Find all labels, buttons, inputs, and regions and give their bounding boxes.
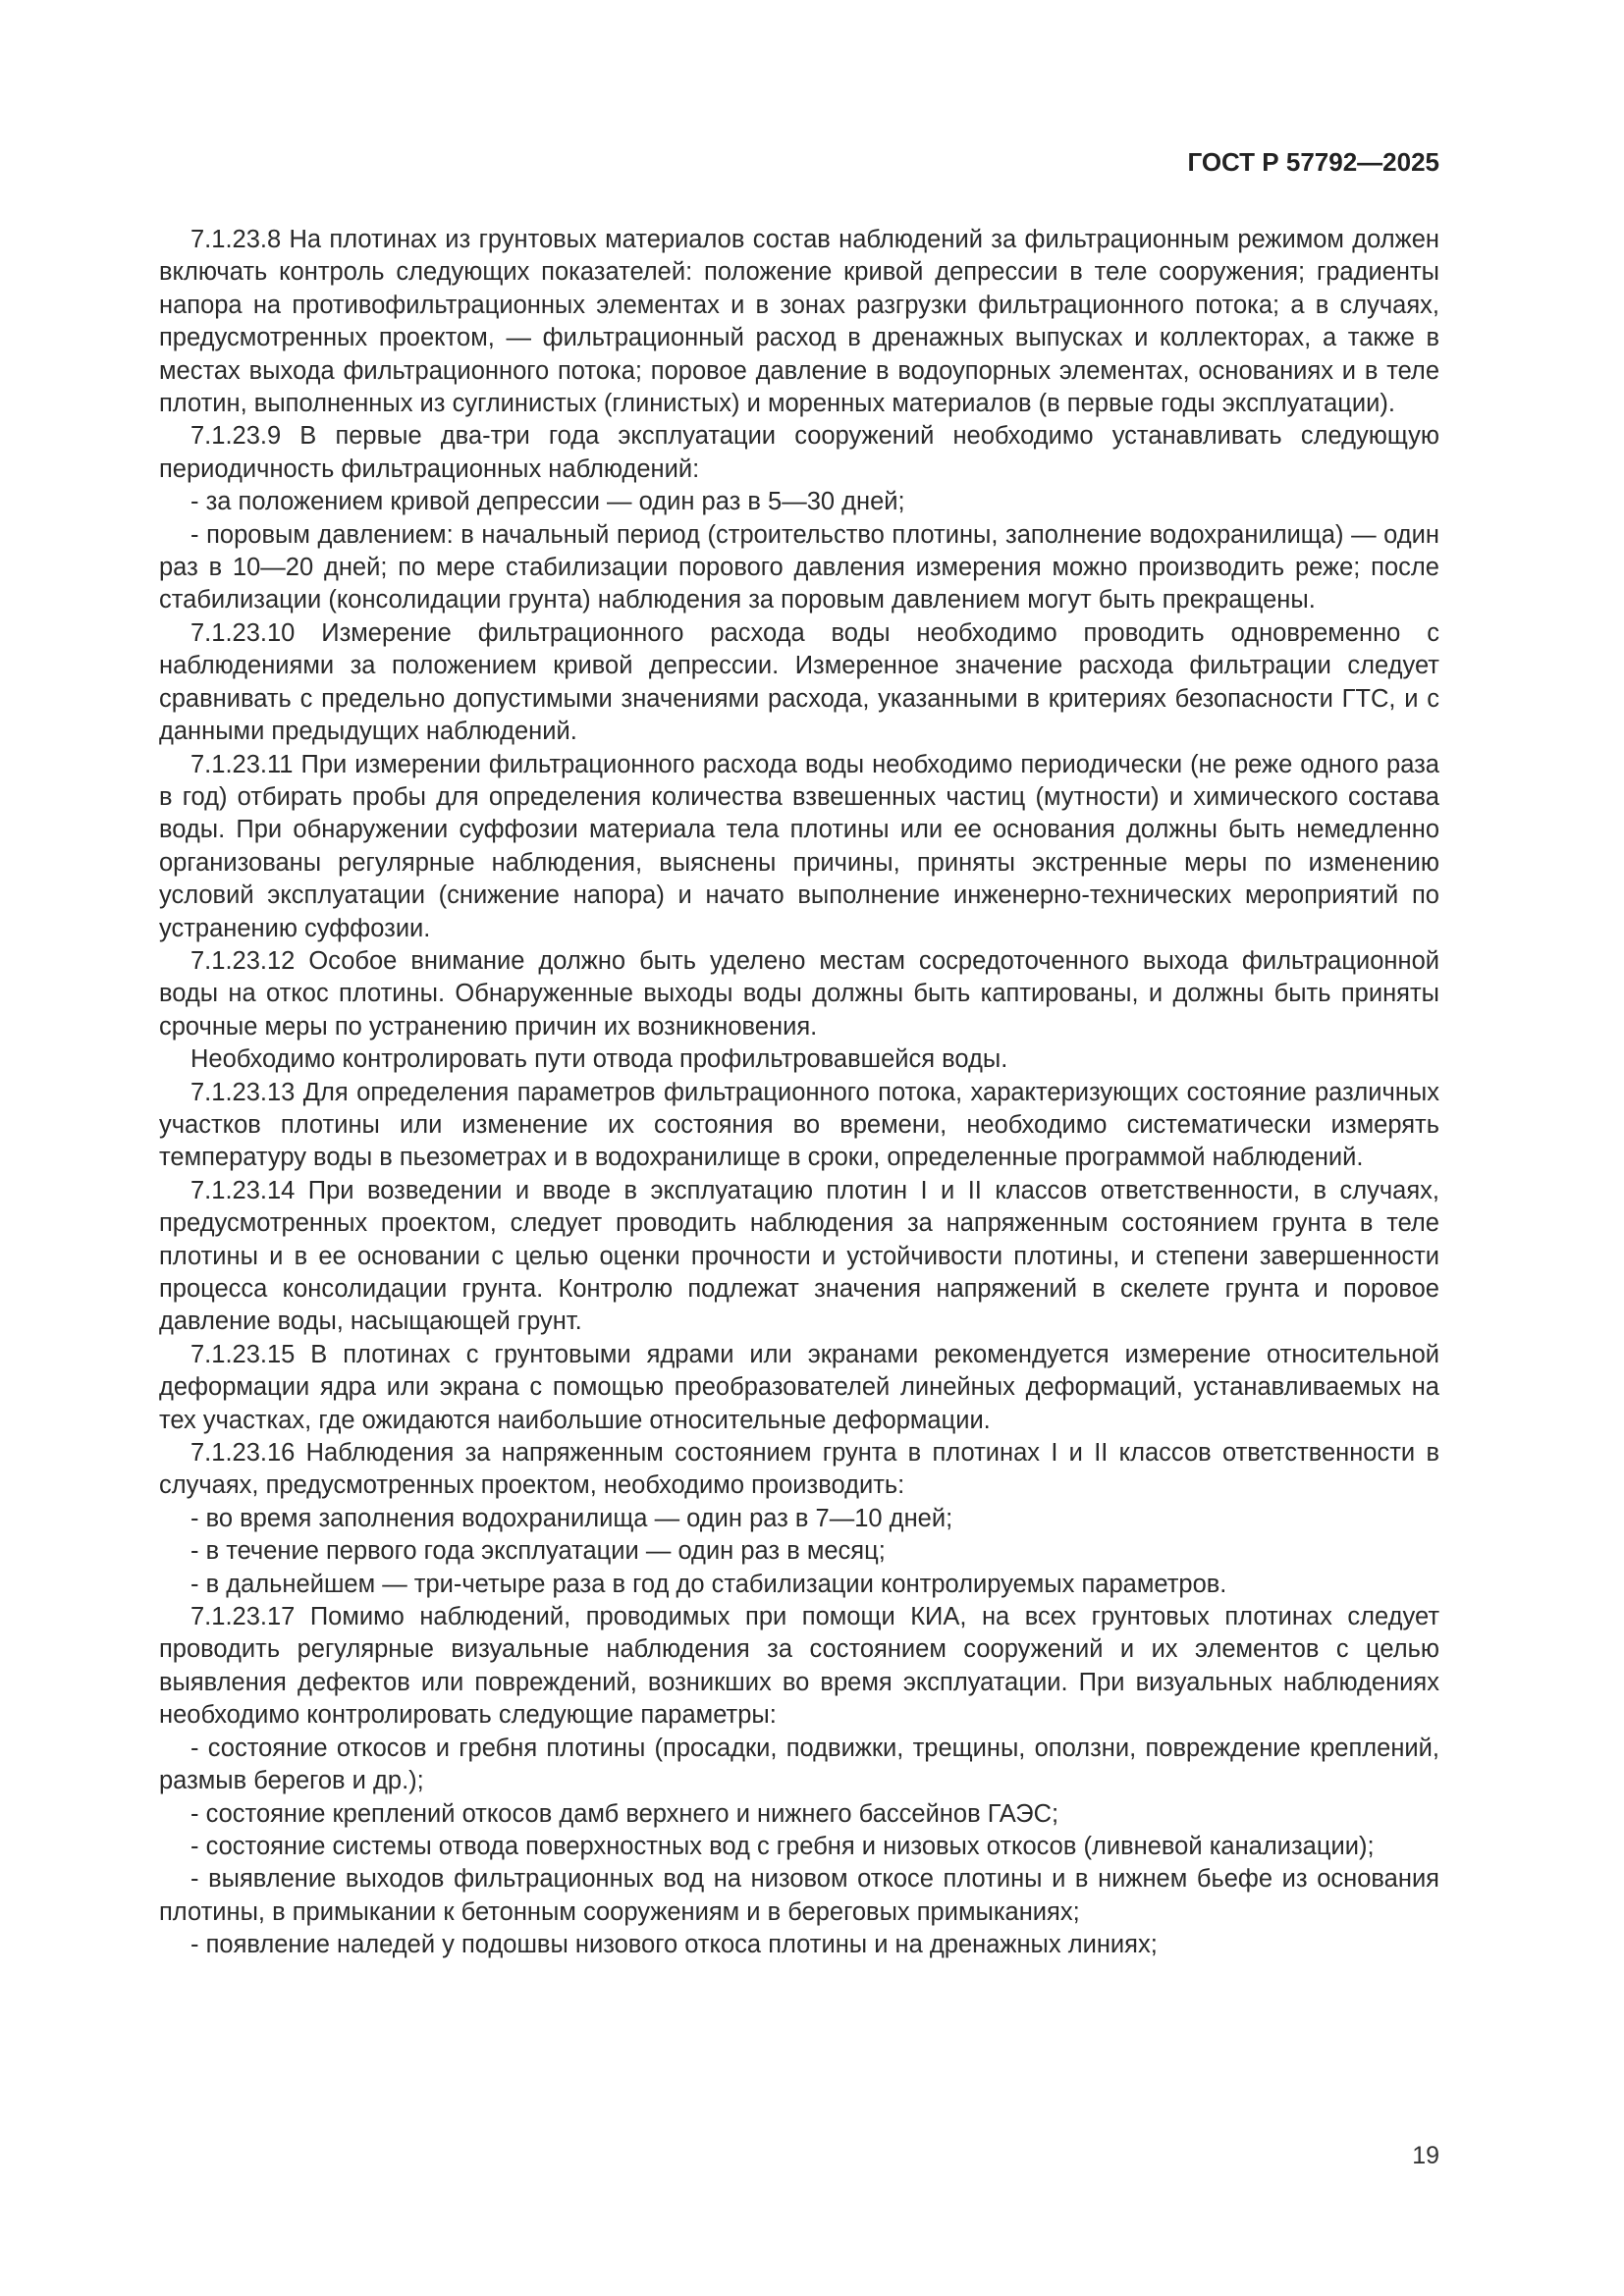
list-item: - поровым давлением: в начальный период (строительство плотины, заполнение водохранилища) — один раз в 10—20 дней; по мере стабилизации порового давления измерения можно производить реже; после стабилизации (консолидации грунта) наблюдения за поровым давлением могут быть прекращены. [159,520,1439,614]
paragraph: 7.1.23.11 При измерении фильтрационного расхода воды необходимо периодически (не реже одного раза в год) отбирать пробы для определения количества взвешенных частиц (мутности) и химического состава воды. При обнаружении суффозии материала тела плотины или ее основания должны быть немедленно организованы регулярные наблюдения, выяснены причины, приняты экстренные меры по изменению условий эксплуатации (снижение напора) и начато выполнение инженерно-технических мероприятий по устранению суффозии. [159,750,1439,942]
list-item: - появление наледей у подошвы низового откоса плотины и на дренажных линиях; [190,1931,1158,1959]
paragraph: 7.1.23.13 Для определения параметров фильтрационного потока, характеризующих состояние различных участков плотины или изменение их состояния во времени, необходимо систематически измерять температуру воды в пьезометрах и в водохранилище в сроки, определенные программой наблюдений. [159,1078,1439,1172]
list-item: - во время заполнения водохранилища — один раз в 7—10 дней; [190,1504,953,1532]
list-item: - выявление выходов фильтрационных вод на низовом откосе плотины и в нижнем бьефе из основания плотины, в примыкании к бетонным сооружениям и в береговых примыканиях; [159,1865,1439,1926]
list-item: - в течение первого года эксплуатации — один раз в месяц; [190,1537,886,1566]
paragraph: 7.1.23.17 Помимо наблюдений, проводимых при помощи КИА, на всех грунтовых плотинах следует проводить регулярные визуальные наблюдения за состоянием сооружений и их элементов с целью выявления дефектов или повреждений, возникших во время эксплуатации. При визуальных наблюдениях необходимо контролировать следующие параметры: [159,1603,1439,1730]
paragraph: 7.1.23.9 В первые два-три года эксплуатации сооружений необходимо устанавливать следующую периодичность фильтрационных наблюдений: [159,422,1439,483]
document-code-header: ГОСТ Р 57792—2025 [1187,147,1439,177]
list-item: - состояние системы отвода поверхностных вод с гребня и низовых откосов (ливневой канализации); [190,1832,1375,1860]
paragraph: 7.1.23.12 Особое внимание должно быть уделено местам сосредоточенного выхода фильтрационной воды на откос плотины. Обнаруженные выходы воды должны быть каптированы, и должны быть приняты срочные меры по устранению причин их возникновения. [159,946,1439,1041]
paragraph: Необходимо контролировать пути отвода профильтровавшейся воды. [190,1045,1008,1074]
list-item: - состояние откосов и гребня плотины (просадки, подвижки, трещины, оползни, повреждение креплений, размыв берегов и др.); [159,1734,1439,1795]
page-number: 19 [1412,2142,1439,2169]
paragraph: 7.1.23.10 Измерение фильтрационного расхода воды необходимо проводить одновременно с наблюдениями за положением кривой депрессии. Измеренное значение расхода фильтрации следует сравнивать с предельно допустимыми значениями расхода, указанными в критериях безопасности ГТС, и с данными предыдущих наблюдений. [159,618,1439,746]
document-body [159,224,1439,1962]
paragraph: 7.1.23.14 При возведении и вводе в эксплуатацию плотин I и II классов ответственности, в случаях, предусмотренных проектом, следует проводить наблюдения за напряженным состоянием грунта в теле плотины и в ее основании с целью оценки прочности и устойчивости плотины, и степени завершенности процесса консолидации грунта. Контролю подлежат значения напряжений в скелете грунта и поровое давление воды, насыщающей грунт. [159,1176,1439,1336]
paragraph: 7.1.23.16 Наблюдения за напряженным состоянием грунта в плотинах I и II классов ответственности в случаях, предусмотренных проектом, необходимо производить: [159,1439,1439,1500]
paragraph: 7.1.23.15 В плотинах с грунтовыми ядрами или экранами рекомендуется измерение относительной деформации ядра или экрана с помощью преобразователей линейных деформаций, устанавливаемых на тех участках, где ожидаются наибольшие относительные деформации. [159,1340,1439,1434]
list-item: - в дальнейшем — три-четыре раза в год до стабилизации контролируемых параметров. [190,1570,1227,1598]
list-item: - за положением кривой депрессии — один раз в 5—30 дней; [190,488,905,516]
list-item: - состояние креплений откосов дамб верхнего и нижнего бассейнов ГАЭС; [190,1799,1059,1828]
paragraph: 7.1.23.8 На плотинах из грунтовых материалов состав наблюдений за фильтрационным режимом должен включать контроль следующих показателей: положение кривой депрессии в теле сооружения; градиенты напора на противофильтрационных элементах и в зонах разгрузки фильтрационного потока; а в случаях, предусмотренных проектом, — фильтрационный расход в дренажных выпусках и коллекторах, а также в местах выхода фильтрационного потока; поровое давление в водоупорных элементах, основаниях и в теле плотин, выполненных из суглинистых (глинистых) и моренных материалов (в первые годы эксплуатации). [159,226,1439,418]
